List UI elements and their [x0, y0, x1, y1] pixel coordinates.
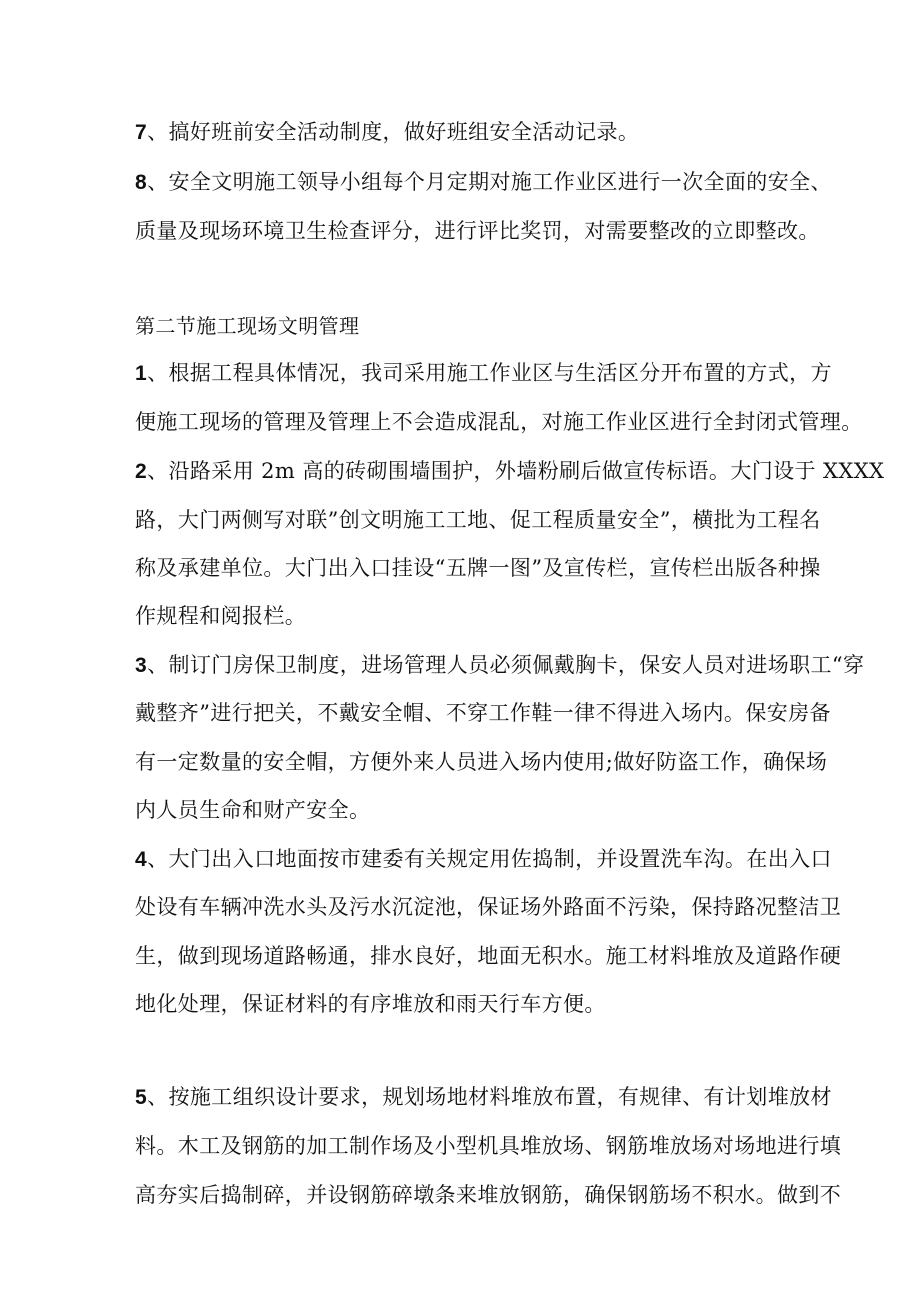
section-item-2-line-3: 称及承建单位。大门出入口挂设“五牌一图”及宣传栏，宣传栏出版各种操	[135, 556, 821, 580]
paragraph-8-line-2: 质量及现场环境卫生检查评分，进行评比奖罚，对需要整改的立即整改。	[135, 219, 820, 243]
section-item-4-line-2: 处设有车辆冲洗水头及污水沉淀池，保证场外路面不污染，保持路况整洁卫	[135, 895, 842, 919]
section-item-4-line-3: 生，做到现场道路畅通，排水良好，地面无积水。施工材料堆放及道路作硬	[135, 944, 842, 968]
paragraph-number: 1	[135, 362, 148, 385]
paragraph-7-line-1	[135, 117, 815, 148]
section-item-5-line-2: 料。木工及钢筋的加工制作场及小型机具堆放场、钢筋堆放场对场地进行填	[135, 1134, 842, 1158]
paragraph-number: 8	[135, 171, 148, 194]
section-item-3-line-2: 戴整齐”进行把关，不戴安全帽、不穿工作鞋一律不得进入场内。保安房备	[135, 701, 831, 725]
paragraph-number: 5	[135, 1086, 148, 1109]
section-item-5-line-3: 高夯实后捣制碎，并设钢筋碎墩条来堆放钢筋，确保钢筋场不积水。做到不	[135, 1183, 842, 1207]
section-item-3-line-4: 内人员生命和财产安全。	[135, 798, 371, 822]
paragraph-text: 、沿路采用 2m 高的砖砌围墙围护，外墙粉刷后做宣传标语。大门设于 XXXX	[147, 459, 885, 483]
paragraph-8-line-1	[135, 167, 832, 198]
section-item-1-line-1	[135, 358, 832, 389]
section-item-4-line-4: 地化处理，保证材料的有序堆放和雨天行车方便。	[135, 992, 606, 1016]
paragraph-text: 、根据工程具体情况，我司采用施工作业区与生活区分开布置的方式，方	[147, 361, 832, 385]
section-item-2-line-2: 路，大门两侧写对联”创文明施工工地、促工程质量安全”，横批为工程名	[135, 508, 821, 532]
section-item-3-line-1	[135, 650, 865, 681]
paragraph-number: 3	[135, 654, 148, 677]
paragraph-text: 、按施工组织设计要求，规划场地材料堆放布置，有规律、有计划堆放材	[147, 1085, 832, 1109]
paragraph-number: 7	[135, 121, 148, 144]
section-heading: 第二节施工现场文明管理	[135, 314, 360, 338]
paragraph-number: 2	[135, 460, 148, 483]
paragraph-text: 、搞好班前安全活动制度，做好班组安全活动记录。	[147, 120, 640, 144]
section-item-1-line-2: 便施工现场的管理及管理上不会造成混乱，对施工作业区进行全封闭式管理。	[135, 410, 863, 434]
section-item-5-line-1	[135, 1082, 832, 1113]
section-item-4-line-1	[135, 844, 832, 875]
paragraph-number: 4	[135, 848, 148, 871]
paragraph-text: 、大门出入口地面按市建委有关规定用佐捣制，并设置洗车沟。在出入口	[147, 847, 832, 871]
paragraph-text: 、制订门房保卫制度，进场管理人员必须佩戴胸卡，保安人员对进场职工“穿	[147, 653, 865, 677]
section-item-3-line-3: 有一定数量的安全帽，方便外来人员进入场内使用;做好防盗工作，确保场	[135, 750, 828, 774]
section-item-2-line-1	[135, 456, 885, 487]
paragraph-text: 、安全文明施工领导小组每个月定期对施工作业区进行一次全面的安全、	[147, 170, 832, 194]
section-item-2-line-4: 作规程和阅报栏。	[135, 604, 307, 628]
